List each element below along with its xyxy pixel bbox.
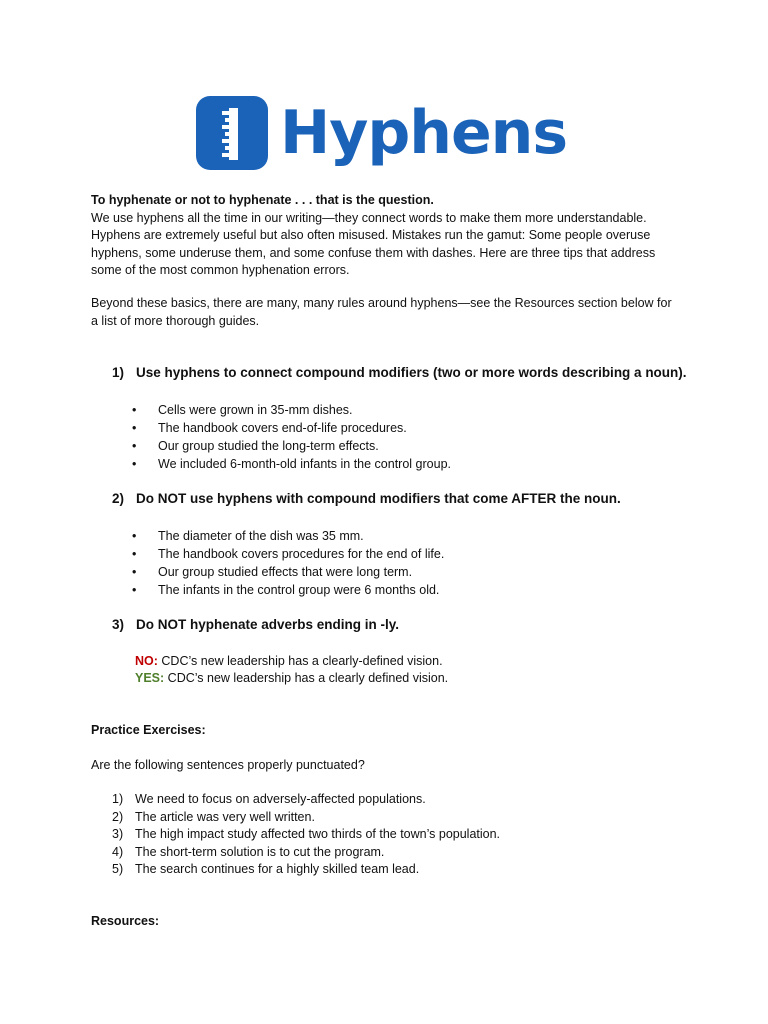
item-number: 4) (112, 844, 124, 859)
resources-heading: Resources: (91, 914, 160, 928)
incorrect-example (135, 653, 443, 671)
list-item: • We included 6-month-old infants in the control group. (130, 455, 451, 473)
item-text: The short-term solution is to cut the program. (135, 844, 385, 859)
list-item (112, 791, 500, 809)
practice-prompt: Are the following sentences properly punctuated? (91, 758, 365, 772)
rule-number: 1) (112, 365, 125, 380)
item-text: The high impact study affected two thirds of the town’s population. (135, 827, 501, 842)
rule-1-examples (130, 401, 451, 473)
item-number: 5) (112, 862, 124, 877)
rule-3-heading (112, 617, 399, 632)
rule-2-heading (112, 491, 621, 506)
intro-line: some of the most common hyphenation errors. (91, 263, 350, 278)
beyond-line: Beyond these basics, there are many, many rules around hyphens—see the Resources section below for (91, 296, 672, 310)
intro-line: Hyphens are extremely useful but also often misused. Mistakes run the gamut: Some people overuse (91, 228, 651, 243)
rule-1-heading (112, 365, 687, 380)
list-item: • The diameter of the dish was 35 mm. (130, 527, 444, 545)
beyond-paragraph (91, 295, 711, 330)
rule-number: 3) (112, 617, 125, 632)
list-item (112, 861, 500, 879)
rule-title: Use hyphens to connect compound modifiers (two or more words describing a noun). (136, 365, 687, 380)
list-item: • The handbook covers procedures for the end of life. (130, 545, 444, 563)
practice-heading: Practice Exercises: (91, 723, 206, 737)
intro-paragraph (91, 192, 691, 280)
rule-number: 2) (112, 491, 125, 506)
list-item: • Our group studied effects that were long term. (130, 563, 444, 581)
item-number: 3) (112, 827, 124, 842)
intro-line: hyphens, some underuse them, and some confuse them with dashes. Here are three tips that address (91, 245, 656, 260)
intro-line: We use hyphens all the time in our writing—they connect words to make them more understandable. (91, 210, 647, 225)
yes-label: YES: (135, 671, 165, 685)
beyond-line: a list of more thorough guides. (91, 313, 260, 328)
incorrect-example-text: CDC’s new leadership has a clearly-defined vision. (157, 654, 443, 668)
item-text: We need to focus on adversely-affected populations. (135, 792, 426, 806)
intro-question: To hyphenate or not to hyphenate . . . that is the question. (91, 193, 434, 207)
correct-example (135, 670, 448, 688)
item-text: The search continues for a highly skilled team lead. (135, 862, 420, 877)
list-item (112, 826, 500, 844)
hyphen-ruler-icon (196, 96, 268, 170)
list-item (112, 809, 500, 827)
list-item: • The infants in the control group were 6 months old. (130, 581, 444, 599)
item-text: The article was very well written. (135, 809, 315, 824)
item-number: 2) (112, 809, 124, 824)
correct-example-text: CDC’s new leadership has a clearly defined vision. (164, 671, 449, 685)
rule-2-examples (130, 527, 444, 599)
item-number: 1) (112, 792, 124, 806)
rule-title: Do NOT use hyphens with compound modifiers that come AFTER the noun. (136, 491, 621, 506)
list-item: • Our group studied the long-term effects. (130, 437, 451, 455)
list-item (112, 844, 500, 862)
no-label: NO: (135, 654, 158, 668)
practice-list (112, 791, 500, 879)
logo-wordmark: Hyphens (280, 98, 568, 168)
list-item: • Cells were grown in 35-mm dishes. (130, 401, 451, 419)
list-item: • The handbook covers end-of-life procedures. (130, 419, 451, 437)
hyphens-logo (196, 95, 567, 171)
rule-title: Do NOT hyphenate adverbs ending in -ly. (136, 617, 400, 632)
